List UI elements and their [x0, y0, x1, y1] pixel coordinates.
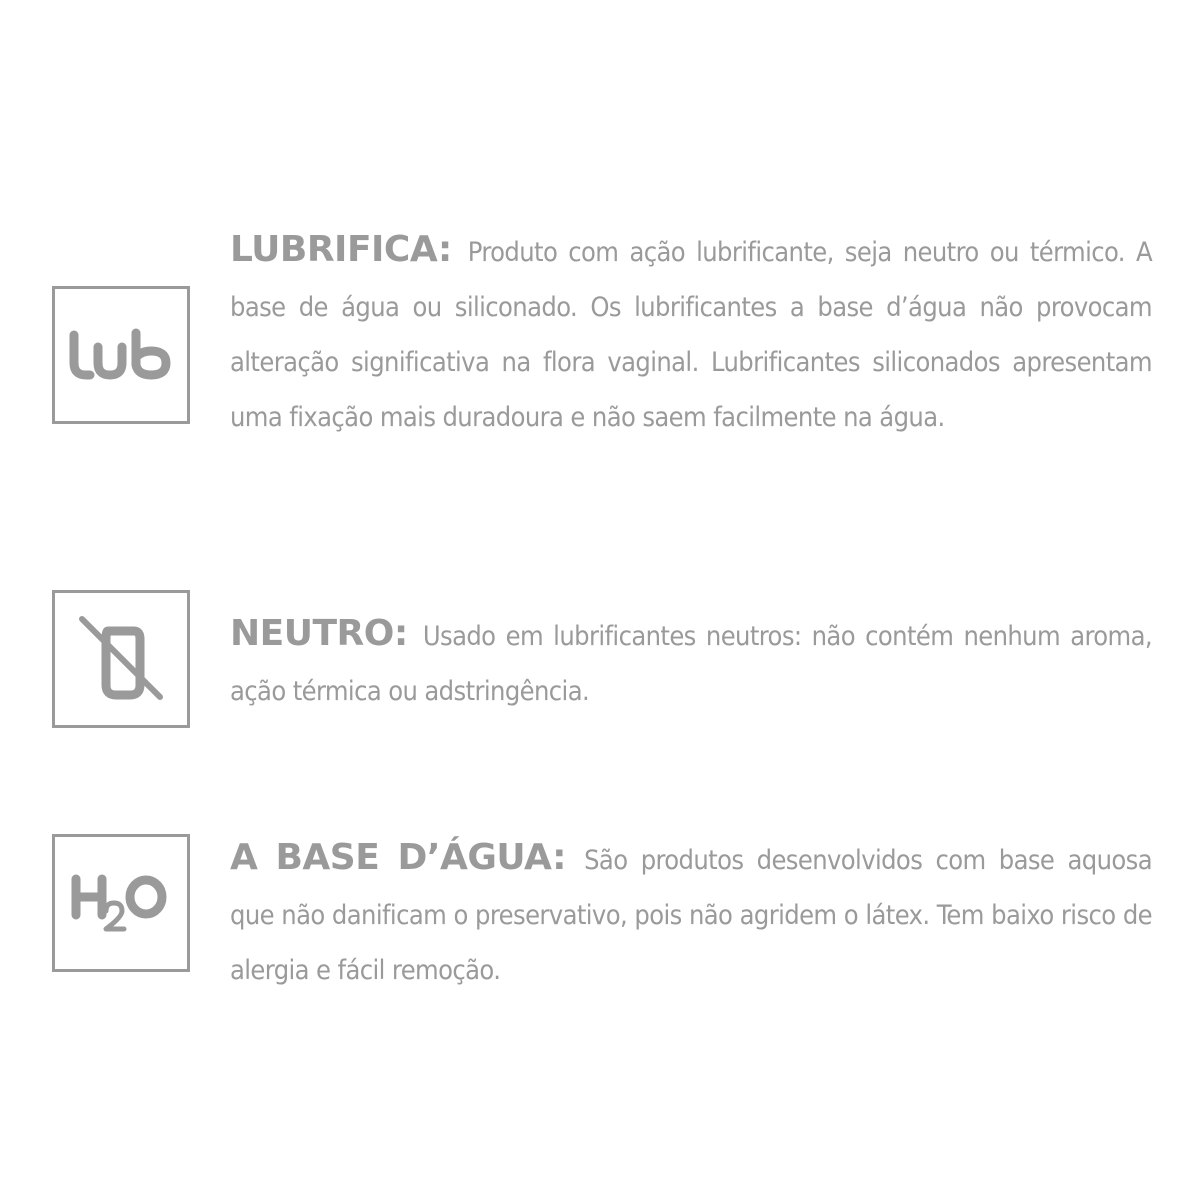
feature-neutro-text	[230, 606, 1152, 719]
feature-title: LUBRIFICA:	[230, 229, 468, 270]
neutral-icon-glyph	[76, 609, 166, 709]
h2o-icon	[52, 834, 190, 972]
feature-lubrifica-text	[230, 222, 1152, 445]
h2o-icon-glyph	[66, 863, 176, 943]
feature-title: A BASE D’ÁGUA:	[230, 837, 585, 878]
feature-title: NEUTRO:	[230, 613, 423, 654]
neutral-icon	[52, 590, 190, 728]
feature-description: Usado em lubrificantes neutros: não contém nenhum aroma, ação térmica ou adstringência.	[230, 621, 1153, 707]
feature-description: São produtos desenvolvidos com base aquosa que não danificam o preservativo, pois não agridem o látex. Tem baixo risco de alergia e fácil remoção.	[230, 845, 1152, 986]
lub-icon	[52, 286, 190, 424]
lub-icon-glyph	[66, 325, 176, 385]
feature-description: Produto com ação lubrificante, seja neutro ou térmico. A base de água ou siliconado. Os lubrificantes a base d’água não provocam alteração significativa na flora vaginal. Lubrificantes siliconados apresentam uma fixação mais duradoura e não saem facilmente na água.	[230, 237, 1152, 433]
feature-base-agua-text	[230, 830, 1152, 998]
